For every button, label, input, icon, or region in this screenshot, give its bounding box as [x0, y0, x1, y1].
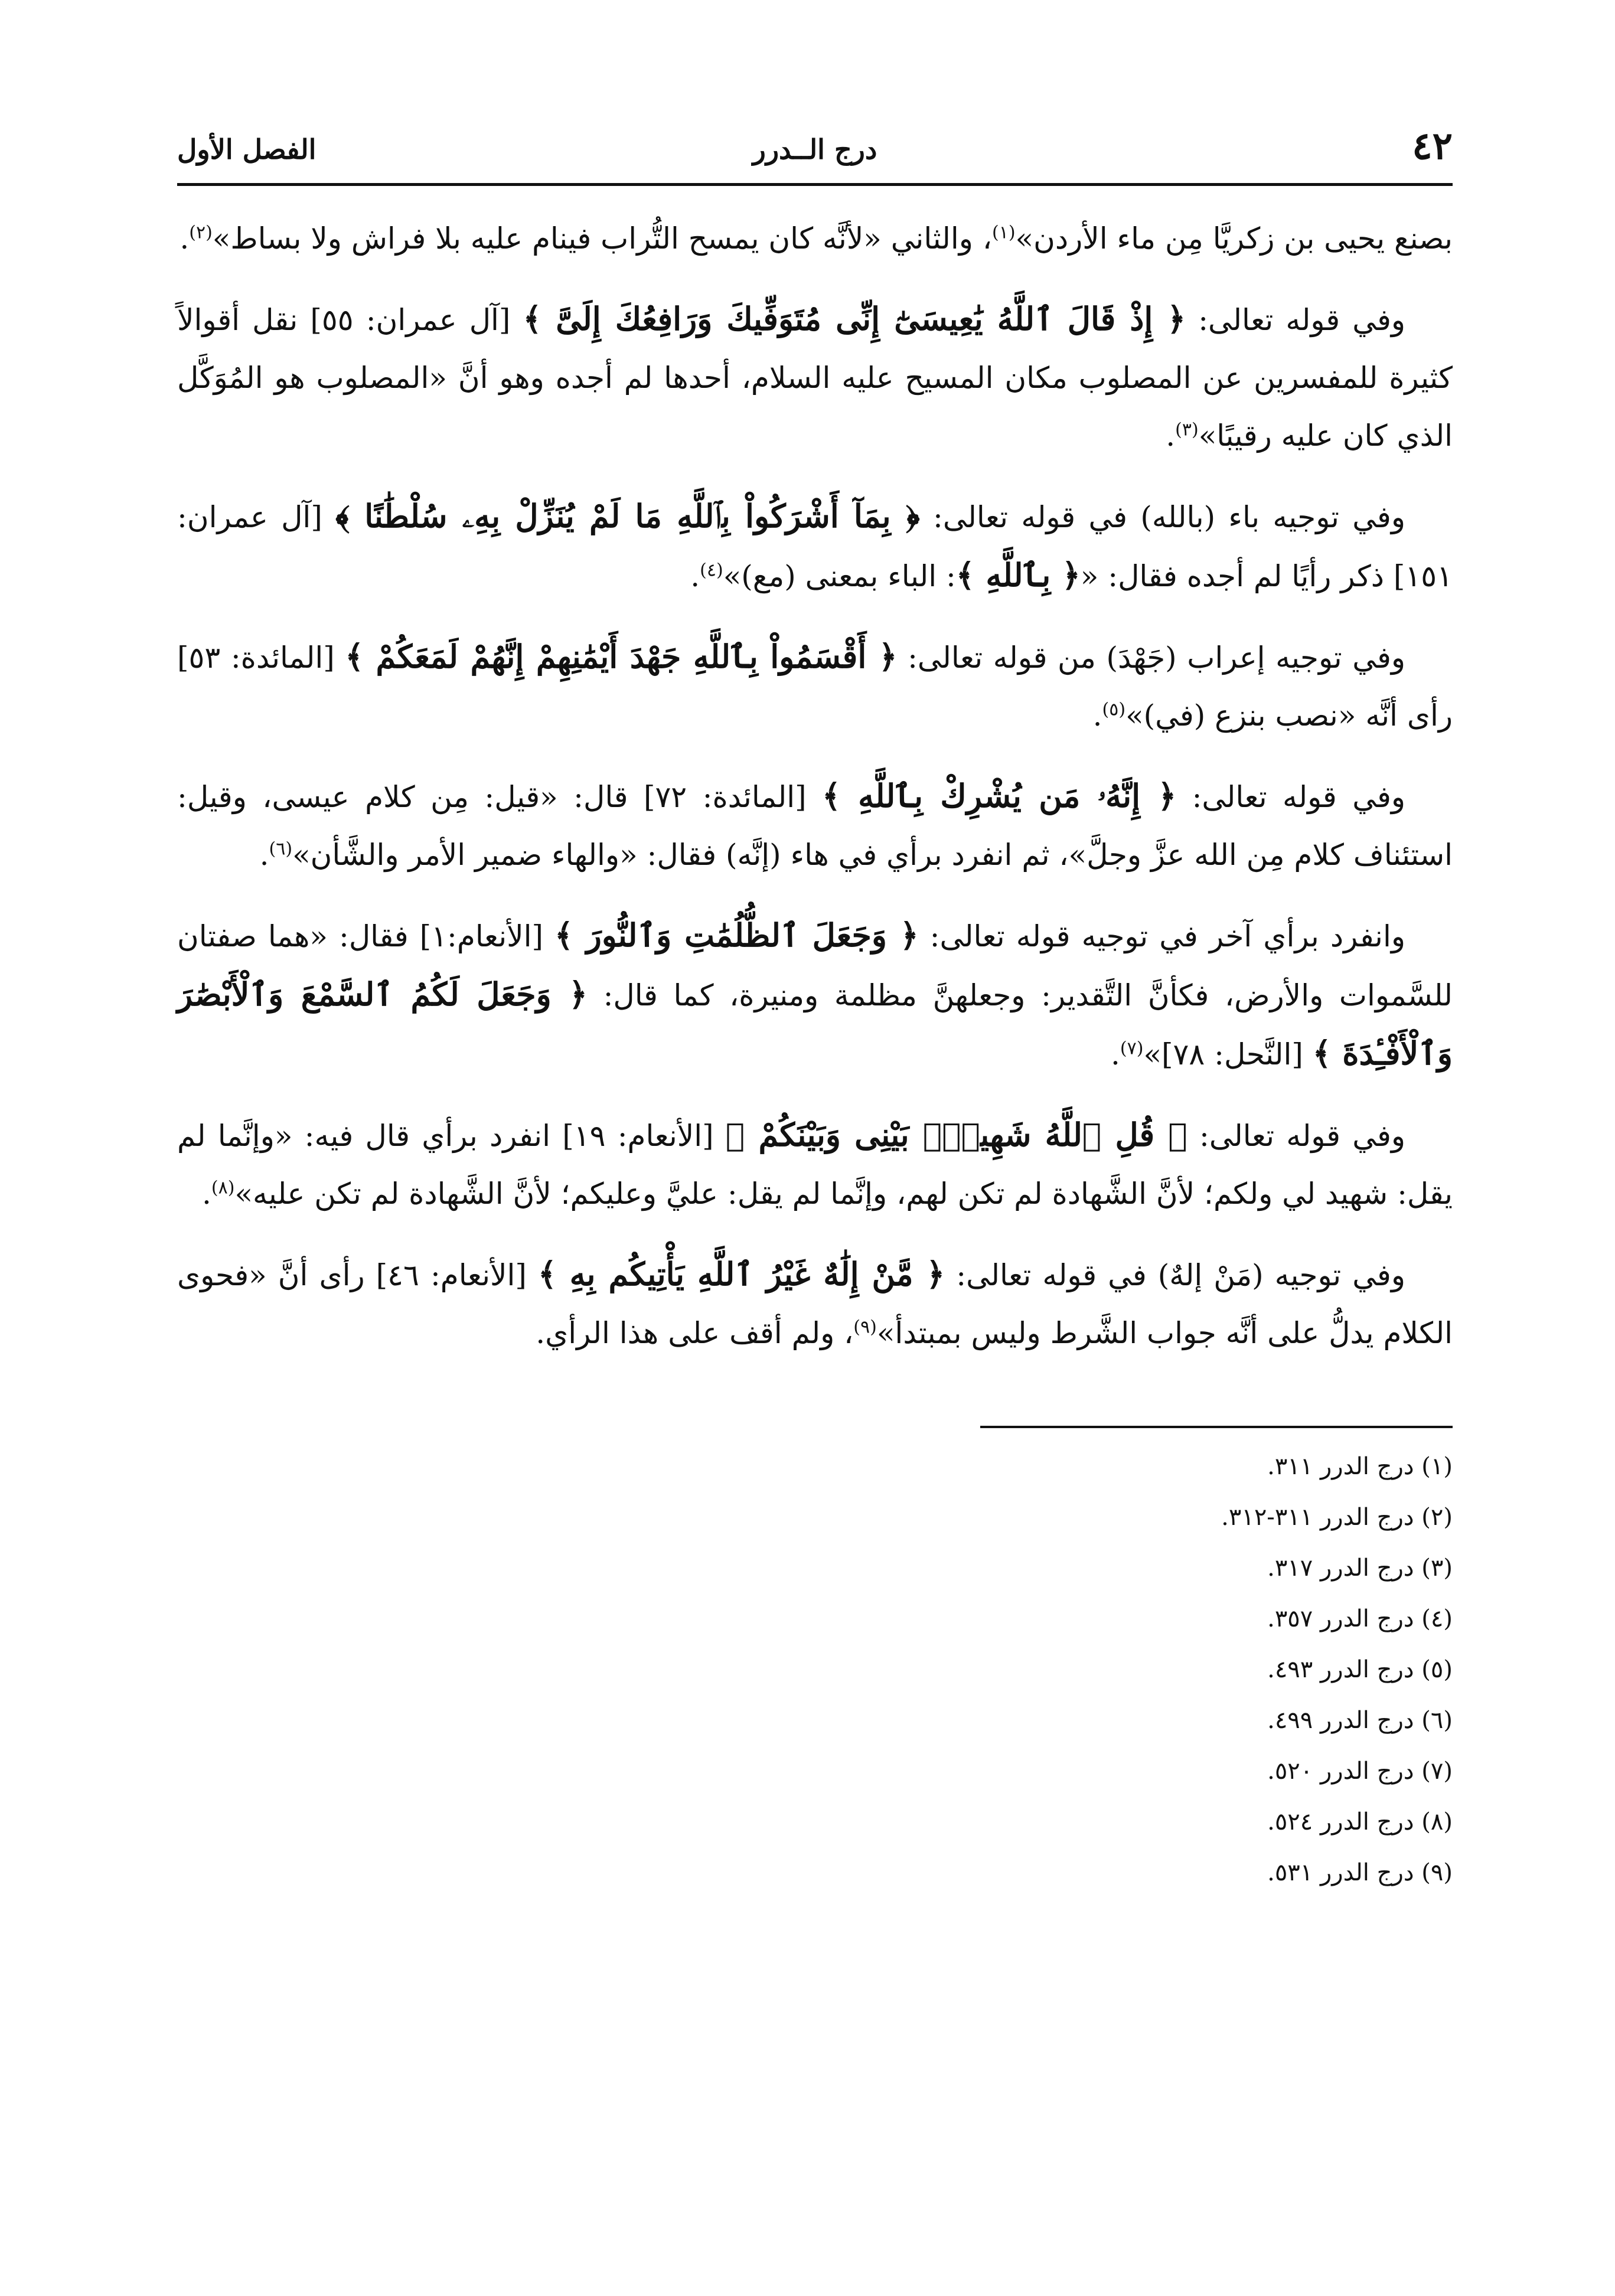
quran-verse: ﴿ إِذْ قَالَ ٱللَّهُ يَٰعِيسَىٰٓ إِنِّى مُتَوَفِّيكَ وَرَافِعُكَ إِلَىَّ ﴾ [523, 300, 1186, 338]
paragraph-text: . [1092, 698, 1102, 733]
page-number: ٤٢ [1412, 124, 1453, 168]
paragraph-text: [الأنعام:١] فقال: «هما صفتان للسَّموات والأرض، فكأنَّ التَّقدير: وجعلهنَّ مظلمة ومنيرة، كما قال: [177, 919, 1453, 1013]
footnote-item: (٨) درج الدرر ٥٢٤. [1267, 1808, 1453, 1836]
book-title: درج الــدرر [752, 133, 877, 165]
main-text [177, 210, 1453, 1362]
footnote-item: (٧) درج الدرر ٥٢٠. [1267, 1758, 1453, 1785]
paragraph-text: : الباء بمعنى (مع)» [723, 559, 956, 593]
quran-verse: ﴿ أَقْسَمُواْ بِٱللَّهِ جَهْدَ أَيْمَٰنِهِمْ إِنَّهُمْ لَمَعَكُمْ ﴾ [345, 638, 898, 675]
quran-verse: ﴿ بِمَآ أَشْرَكُواْ بِٱللَّهِ مَا لَمْ يُنَزِّلْ بِهِۦ سُلْطَٰنًا ﴾ [335, 497, 920, 535]
paragraph [177, 767, 1453, 884]
footnote-reference: (٢) [189, 222, 213, 243]
chapter-title: الفصل الأول [177, 133, 317, 165]
footnote-item: (٢) درج الدرر ٣١١-٣١٢. [1221, 1504, 1453, 1531]
paragraph [177, 290, 1453, 465]
footnote-reference: (٩) [853, 1317, 877, 1338]
paragraph-text: . [690, 559, 700, 593]
paragraph [177, 487, 1453, 605]
paragraph-text: . [202, 1177, 211, 1211]
footnote-reference: (٤) [700, 560, 723, 581]
paragraph-text: وفي قوله تعالى: [1187, 1119, 1405, 1153]
paragraph-text: [آل عمران: ١٥١] ذكر رأيًا لم أجده فقال: « [177, 500, 1453, 593]
paragraph-text: . [1110, 1037, 1120, 1072]
footnote-item: (٤) درج الدرر ٣٥٧. [1267, 1605, 1453, 1632]
paragraph [177, 628, 1453, 744]
paragraph-text: [آل عمران: ٥٥] نقل أقوالاً كثيرة للمفسرين عن المصلوب مكان المسيح عليه السلام، أحدها لم أجده وهو أنَّ «المصلوب هو المُوَكَّل الذي كان عليه رقيبًا» [177, 303, 1453, 453]
paragraph [177, 1245, 1453, 1362]
footnote-reference: (٨) [211, 1177, 235, 1198]
paragraph-text: وفي توجيه إعراب (جَهْدَ) من قوله تعالى: [897, 641, 1405, 675]
footnotes-list [177, 1441, 1453, 1898]
paragraph-text: . [180, 221, 190, 256]
paragraph-text: [الأنعام: ٤٦] رأى أنَّ «فحوى الكلام يدلُّ على أنَّه جواب الشَّرط وليس بمبتدأ» [177, 1258, 1453, 1350]
paragraph-text: وفي قوله تعالى: [1186, 303, 1406, 337]
paragraph-text: وفي توجيه باء (بالله) في قوله تعالى: [919, 500, 1405, 534]
paragraph-text: . [1166, 419, 1176, 453]
footnote-reference: (١) [991, 222, 1016, 243]
paragraph [177, 906, 1453, 1083]
footnote-reference: (٥) [1102, 699, 1126, 720]
footnote-separator [980, 1426, 1453, 1428]
quran-verse: ﴿ وَجَعَلَ لَكُمُ ٱلسَّمْعَ وَٱلْأَبْصَٰرَ وَٱلْأَفْـِٔدَةَ ﴾ [177, 975, 1453, 1072]
paragraph-text: ، والثاني «لأنَّه كان يمسح التُّراب فينام عليه بلا فراش ولا بساط» [212, 221, 992, 256]
book-page [177, 118, 1453, 1898]
footnote-reference: (٧) [1120, 1038, 1144, 1059]
running-header [177, 118, 1453, 186]
footnote-item: (٦) درج الدرر ٤٩٩. [1267, 1707, 1453, 1734]
paragraph-text: [النَّحل: ٧٨]» [1143, 1037, 1313, 1072]
paragraph-text: . [259, 838, 269, 872]
footnote-item: (١) درج الدرر ٣١١. [1267, 1453, 1453, 1480]
paragraph-text: [المائدة: ٧٢] قال: «قيل: مِن كلام عيسى، وقيل: استئناف كلام مِن الله عزَّ وجلَّ»، ثم انفرد برأي في هاء (إنَّه) فقال: «والهاء ضمير الأمر والشَّأن» [177, 780, 1453, 872]
paragraph-text: [المائدة: ٥٣] رأى أنَّه «نصب بنزع (في)» [177, 641, 1453, 733]
paragraph [177, 1106, 1453, 1223]
footnote-item: (٩) درج الدرر ٥٣١. [1267, 1859, 1453, 1886]
quran-verse: ﴿ إِنَّهُۥ مَن يُشْرِكْ بِٱللَّهِ ﴾ [822, 777, 1177, 815]
paragraph-text: وانفرد برأي آخر في توجيه قوله تعالى: [918, 919, 1405, 953]
quran-verse: ﴿ وَجَعَلَ ٱلظُّلُمَٰتِ وَٱلنُّورَ ﴾ [554, 916, 919, 954]
quran-verse: ﴿ بِٱللَّهِ ﴾ [955, 556, 1081, 594]
paragraph-text: ، ولم أقف على هذا الرأي. [536, 1316, 854, 1350]
footnote-item: (٥) درج الدرر ٤٩٣. [1267, 1656, 1453, 1683]
paragraph-text: وفي توجيه (مَنْ إلهٌ) في قوله تعالى: [945, 1258, 1405, 1292]
paragraph-text: وفي قوله تعالى: [1176, 780, 1406, 814]
footnote-item: (٣) درج الدرر ٣١٧. [1267, 1554, 1453, 1582]
quran-verse: ﴿ مَّنْ إِلَٰهٌ غَيْرُ ٱللَّهِ يَأْتِيكُم بِهِ ﴾ [537, 1255, 945, 1293]
quran-verse: ﴿ قُلِ ٱللَّهُ شَهِيدٌۢ بَيْنِى وَبَيْنَكُمْ ﴾ [725, 1116, 1187, 1154]
paragraph-text: [الأنعام: ١٩] انفرد برأي قال فيه: «وإنَّما لم يقل: شهيد لي ولكم؛ لأنَّ الشَّهادة لم تكن لهم، وإنَّما لم يقل: عليَّ وعليكم؛ لأنَّ الشَّهادة لم تكن عليه» [177, 1119, 1453, 1211]
footnote-reference: (٣) [1175, 419, 1199, 440]
footnote-reference: (٦) [269, 838, 293, 860]
footnote-separator-wrap [177, 1384, 1453, 1441]
paragraph [177, 210, 1453, 267]
paragraph-text: بصنع يحيى بن زكريَّا مِن ماء الأردن» [1015, 221, 1453, 256]
